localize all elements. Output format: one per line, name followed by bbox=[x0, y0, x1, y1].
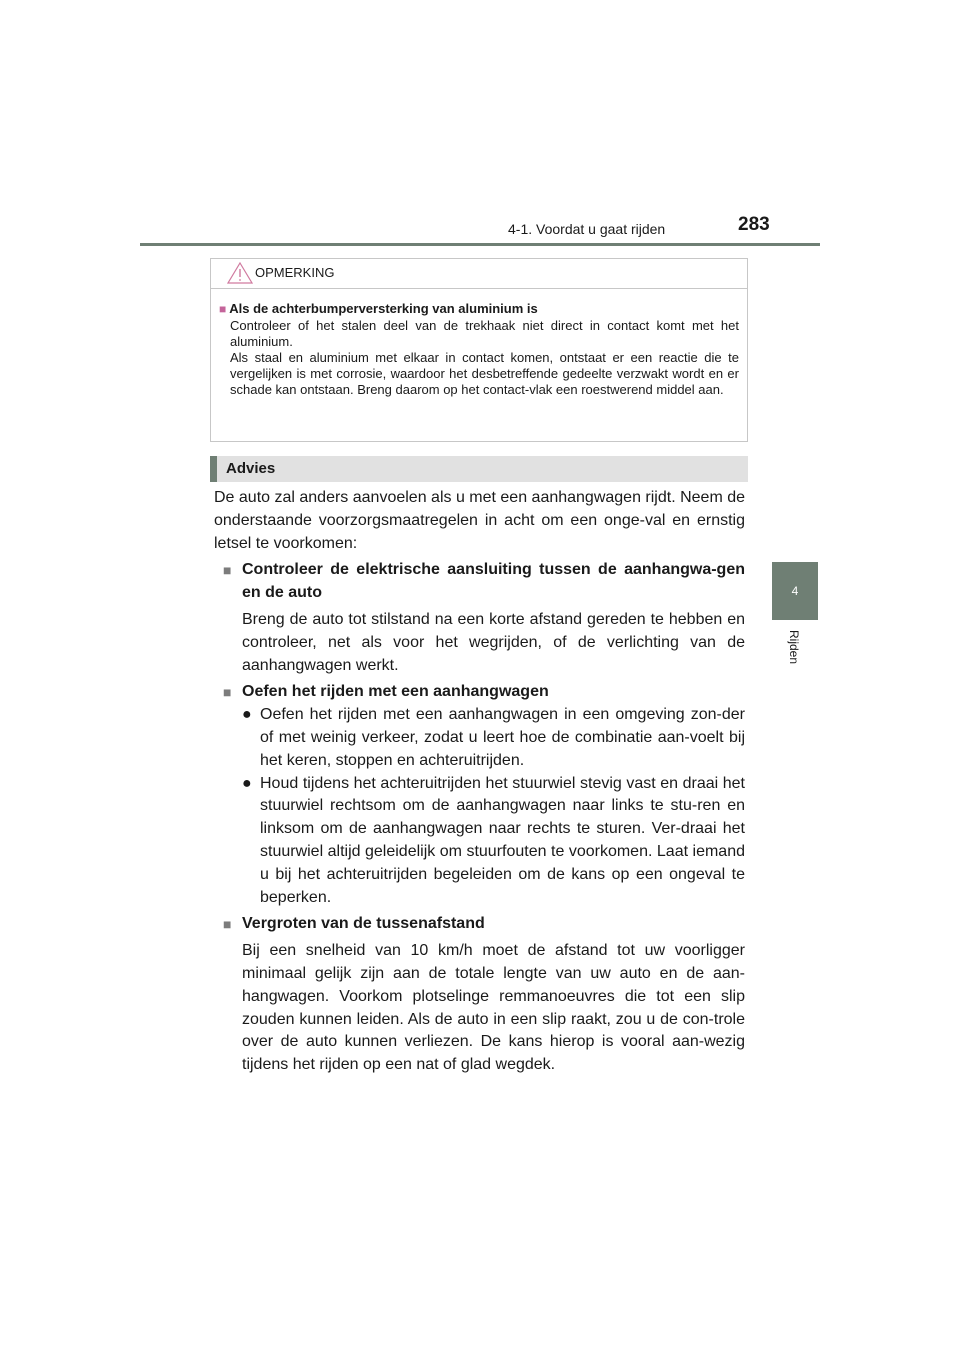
item-text: Breng de auto tot stilstand na een korte afstand gereden te hebben en controleer, net als voor het wegrijden, of de verlichting van de aanhangwagen werkt. bbox=[242, 610, 745, 674]
item-heading: ■ Vergroten van de tussenafstand bbox=[214, 913, 745, 936]
chapter-section-title: 4-1. Voordat u gaat rijden bbox=[508, 221, 666, 237]
list-item: ● Oefen het rijden met een aanhangwagen in een omgeving zon-der of met weinig verkeer, zodat u leert hoe de combinatie aan-voelt bij het keren, stoppen en achteruitrijden. bbox=[242, 706, 745, 769]
square-bullet-icon: ■ bbox=[223, 684, 232, 701]
warning-triangle-icon bbox=[227, 262, 253, 284]
section-header bbox=[210, 456, 748, 482]
notice-text: Controleer of het stalen deel van de trekhaak niet direct in contact komt met het aluminium. bbox=[230, 318, 739, 349]
notice-body bbox=[211, 289, 747, 398]
notice-title: OPMERKING bbox=[255, 265, 335, 280]
intro-paragraph: De auto zal anders aanvoelen als u met een aanhangwagen rijdt. Neem de onderstaande voorzorgsmaatregelen in acht om een onge-val en ernstig letsel te voorkomen: bbox=[214, 489, 746, 552]
notice-subtitle: ■ Als de achterbumperversterking van aluminium is bbox=[219, 301, 538, 316]
bullet-dot-icon: ● bbox=[242, 706, 252, 724]
square-bullet-icon: ■ bbox=[223, 916, 232, 933]
item-text: Bij een snelheid van 10 km/h moet de afstand tot uw voorligger minimaal gelijk zijn aan de totale lengte van uw auto en de aan-hangwagen. Voorkom plotselinge remmanoeuvres die tot een slip zouden kunnen leiden. Als de auto in een slip raakt, zou u de con-trole over de auto kunnen verliezen. De kans hierop is vooral aan-wezig tijdens het rijden op een nat of glad wegdek. bbox=[242, 942, 745, 1074]
chapter-tab-label: Rijden bbox=[787, 630, 801, 665]
main-content bbox=[214, 487, 745, 1081]
item-heading: ■ Controleer de elektrische aansluiting tussen de aanhangwa-gen en de auto bbox=[223, 561, 745, 602]
page-number: 283 bbox=[738, 214, 770, 235]
square-bullet-icon: ■ bbox=[223, 562, 232, 579]
list-item: ● Houd tijdens het achteruitrijden het stuurwiel stevig vast en draai het stuurwiel rechtsom om de aanhangwagen naar links te stu-ren en linksom om de aanhangwagen naar rechts te sturen. Ver-draai het stuurwiel altijd geleidelijk om stuurfouten te voorkomen. Laat iemand u bij het achteruitrijden begeleiden om de kans op een ongeval te beperken. bbox=[242, 774, 745, 906]
notice-text: Als staal en aluminium met elkaar in contact komen, ontstaat er een reactie die te vergelijken is met corrosie, waardoor het desbetreffende gedeelte verzwakt wordt en er schade kan ontstaan. Breng daarom op het contact-vlak een roestwerend middel aan. bbox=[230, 350, 739, 397]
notice-header bbox=[211, 259, 747, 289]
chapter-tab: 4 bbox=[772, 562, 818, 620]
item-heading: ■ Oefen het rijden met een aanhangwagen bbox=[214, 681, 745, 704]
bullet-dot-icon: ● bbox=[242, 774, 252, 792]
header-divider bbox=[140, 243, 820, 246]
notice-box bbox=[210, 258, 748, 442]
square-bullet-icon: ■ bbox=[219, 302, 227, 316]
section-title: Advies bbox=[226, 460, 276, 477]
